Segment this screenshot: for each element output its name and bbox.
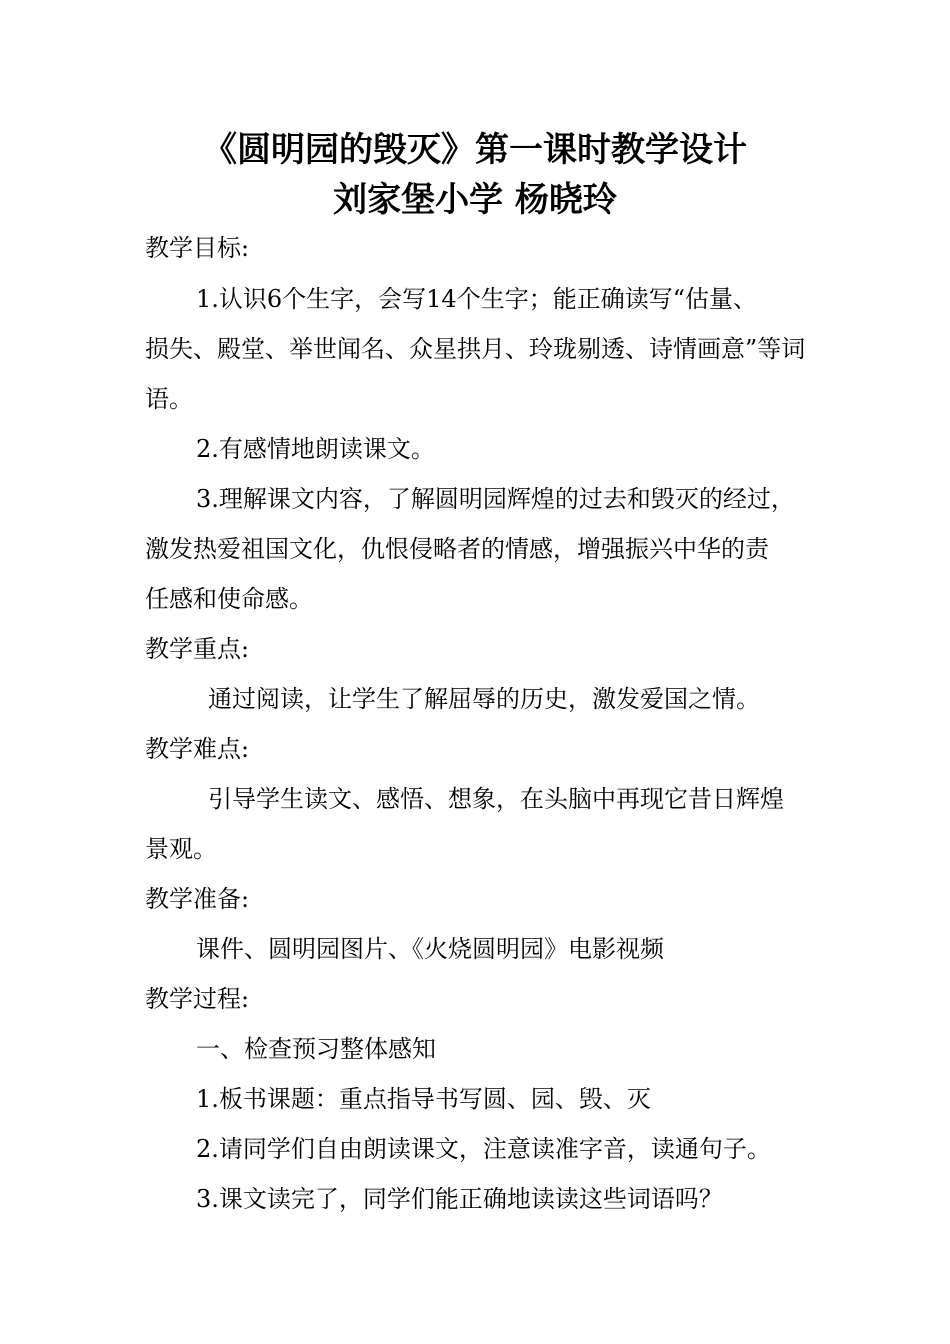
- goal-1-line-2: 损失、殿堂、举世闻名、众星拱月、玲珑剔透、诗情画意”等词: [145, 335, 806, 363]
- process-step-2: 2.请同学们自由朗读课文，注意读准字音，读通句子。: [196, 1135, 771, 1163]
- goal-1-line-3: 语。: [145, 385, 193, 413]
- process-section-1: 一、检查预习整体感知: [196, 1035, 436, 1063]
- goal-2: 2.有感情地朗读课文。: [196, 435, 435, 463]
- process-heading: 教学过程:: [145, 985, 250, 1013]
- goal-3-line-2: 激发热爱祖国文化，仇恨侵略者的情感，增强振兴中华的责: [145, 535, 769, 563]
- key-points-text: 通过阅读，让学生了解屈辱的历史，激发爱国之情。: [208, 685, 760, 713]
- author-line: 刘家堡小学 杨晓玲: [333, 180, 617, 220]
- goal-3-line-1: 3.理解课文内容，了解圆明园辉煌的过去和毁灭的经过，: [196, 485, 795, 513]
- key-points-heading: 教学重点:: [145, 635, 250, 663]
- goal-3-line-3: 任感和使命感。: [145, 585, 313, 613]
- difficulties-line-2: 景观。: [145, 835, 217, 863]
- process-step-3: 3.课文读完了，同学们能正确地读读这些词语吗？: [196, 1185, 723, 1213]
- goal-1-line-1: 1.认识6个生字，会写14个生字；能正确读写“估量、: [196, 285, 757, 313]
- process-step-1: 1.板书课题：重点指导书写圆、园、毁、灭: [196, 1085, 651, 1113]
- preparation-heading: 教学准备:: [145, 885, 250, 913]
- document-title: 《圆明园的毁灭》第一课时教学设计: [203, 130, 747, 170]
- preparation-text: 课件、圆明园图片、《火烧圆明园》电影视频: [196, 935, 664, 963]
- difficulties-heading: 教学难点:: [145, 735, 250, 763]
- goals-heading: 教学目标:: [145, 234, 250, 262]
- difficulties-line-1: 引导学生读文、感悟、想象，在头脑中再现它昔日辉煌: [208, 785, 784, 813]
